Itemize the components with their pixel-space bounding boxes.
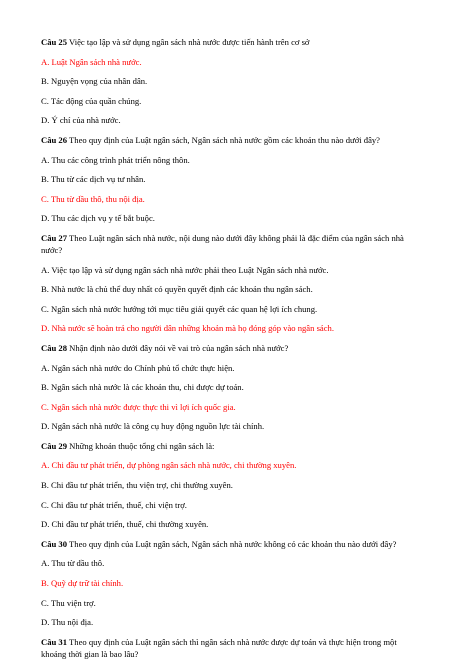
- question-text: Theo quy định của Luật ngân sách, Ngân sách nhà nước không có các khoản thu nào dưới đây?: [67, 538, 397, 549]
- answer-option-correct: B. Quỹ dự trữ tài chính.: [41, 578, 124, 589]
- answer-option-correct: A. Chi đầu tư phát triển, dự phòng ngân sách nhà nước, chi thường xuyên.: [41, 460, 297, 471]
- answer-option-correct: A. Luật Ngân sách nhà nước.: [41, 56, 142, 67]
- question-number: Câu 25: [41, 37, 68, 47]
- question-number: Câu 27: [41, 232, 68, 243]
- answer-option: B. Nhà nước là chủ thể duy nhất có quyền quyết định các khoản thu ngân sách.: [41, 284, 313, 295]
- answer-option-correct: C. Ngân sách nhà nước được thực thi vì lợi ích quốc gia.: [41, 401, 236, 412]
- answer-option: A. Thu các công trình phát triển nông thôn.: [41, 154, 190, 165]
- question-number: Câu 30: [41, 538, 68, 549]
- question-number: Câu 26: [41, 134, 68, 145]
- question-stem: [41, 440, 416, 452]
- answer-option: D. Chi đầu tư phát triển, thuế, chi thường xuyên.: [41, 519, 209, 530]
- answer-option-correct: D. Nhà nước sẽ hoàn trả cho người dân những khoản mà họ đóng góp vào ngân sách.: [41, 323, 334, 334]
- question-text: Theo quy định của Luật ngân sách thì ngân sách nhà nước được dự toán và thực hiện trong một khoảng thời gian là bao lâu?: [41, 636, 397, 659]
- answer-option: B. Nguyện vọng của nhân dân.: [41, 76, 148, 87]
- question-text: Những khoản thuộc tổng chi ngân sách là:: [67, 440, 215, 451]
- question-text: Nhận định nào dưới đây nói về vai trò của ngân sách nhà nước?: [67, 342, 289, 353]
- answer-option: B. Chi đầu tư phát triển, thu viện trợ, chi thường xuyên.: [41, 480, 233, 491]
- question-text: Theo quy định của Luật ngân sách, Ngân sách nhà nước gồm các khoản thu nào dưới đây?: [67, 134, 380, 145]
- answer-option: A. Ngân sách nhà nước do Chính phủ tổ chức thực hiện.: [41, 362, 235, 373]
- answer-option: A. Việc tạo lập và sử dụng ngân sách nhà nước phải theo Luật Ngân sách nhà nước.: [41, 264, 329, 275]
- question-text: Việc tạo lập và sử dụng ngân sách nhà nước được tiến hành trên cơ sở: [67, 37, 310, 47]
- answer-option: D. Ngân sách nhà nước là công cụ huy động nguồn lực tài chính.: [41, 421, 265, 432]
- answer-option: B. Ngân sách nhà nước là các khoản thu, chi được dự toán.: [41, 382, 244, 393]
- answer-option: D. Thu các dịch vụ y tế bắt buộc.: [41, 213, 155, 224]
- question-stem: [41, 342, 416, 354]
- question-number: Câu 31: [41, 636, 68, 647]
- answer-option-correct: C. Thu từ dầu thô, thu nội địa.: [41, 193, 145, 204]
- answer-option: C. Thu viện trợ.: [41, 597, 96, 608]
- question-stem: [41, 538, 416, 550]
- answer-option: C. Chi đầu tư phát triển, thuế, chi viện trợ.: [41, 499, 187, 510]
- question-number: Câu 28: [41, 342, 68, 353]
- question-number: Câu 29: [41, 440, 68, 451]
- answer-option: D. Thu nội địa.: [41, 617, 94, 628]
- question-stem: [41, 636, 416, 660]
- answer-option: D. Ý chí của nhà nước.: [41, 115, 121, 126]
- question-stem: [41, 36, 416, 48]
- answer-option: C. Ngân sách nhà nước hướng tới mục tiêu giải quyết các quan hệ lợi ích chung.: [41, 303, 318, 314]
- question-text: Theo Luật ngân sách nhà nước, nội dung nào dưới đây không phải là đặc điểm của ngân sách nhà nước?: [41, 232, 404, 255]
- question-stem: [41, 232, 416, 256]
- answer-option: B. Thu từ các dịch vụ tư nhân.: [41, 174, 146, 185]
- question-stem: [41, 134, 416, 146]
- answer-option: C. Tác động của quần chúng.: [41, 95, 142, 106]
- answer-option: A. Thu từ dầu thô.: [41, 558, 105, 569]
